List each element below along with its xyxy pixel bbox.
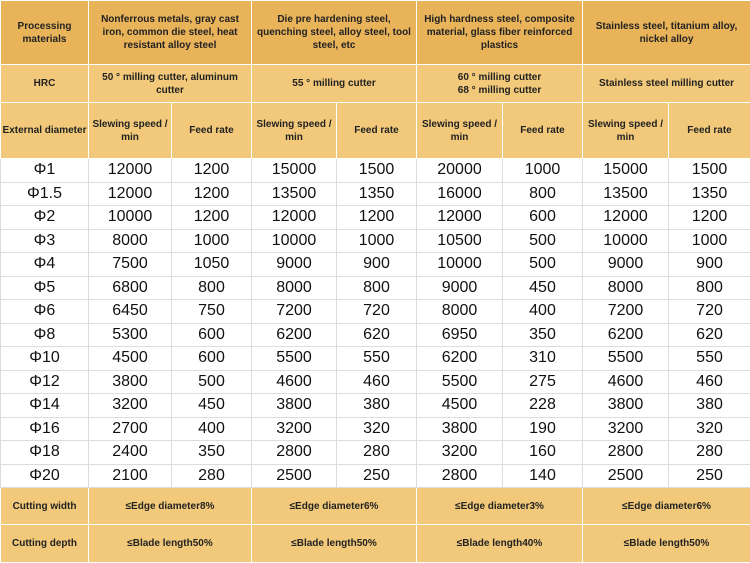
speed-cell: 3200 <box>252 417 337 441</box>
diameter-cell: Φ10 <box>1 347 89 371</box>
speed-cell: 20000 <box>417 159 503 183</box>
cutting-depth-3: ≤Blade length40% <box>417 525 583 563</box>
speed-cell: 4500 <box>89 347 172 371</box>
speed-cell: 5500 <box>583 347 669 371</box>
feed-cell: 250 <box>669 464 750 488</box>
speed-cell: 7200 <box>252 300 337 324</box>
feed-cell: 500 <box>172 370 252 394</box>
speed-cell: 13500 <box>583 182 669 206</box>
feed-cell: 900 <box>337 253 417 277</box>
feed-cell: 800 <box>669 276 750 300</box>
diameter-header: External diameter <box>1 103 89 159</box>
feed-cell: 750 <box>172 300 252 324</box>
cutting-depth-1: ≤Blade length50% <box>89 525 252 563</box>
hrc-group-2: 55 ° milling cutter <box>252 65 417 103</box>
feed-cell: 320 <box>669 417 750 441</box>
speed-cell: 12000 <box>252 206 337 230</box>
speed-cell: 9000 <box>417 276 503 300</box>
speed-cell: 6200 <box>252 323 337 347</box>
feed-cell: 600 <box>172 323 252 347</box>
speed-cell: 10000 <box>89 206 172 230</box>
feed-cell: 1500 <box>337 159 417 183</box>
table-row <box>1 394 750 418</box>
diameter-cell: Φ2 <box>1 206 89 230</box>
speed-cell: 3800 <box>89 370 172 394</box>
cutting-width-label: Cutting width <box>1 488 89 525</box>
feed-cell: 900 <box>669 253 750 277</box>
feed-header: Feed rate <box>337 103 417 159</box>
diameter-cell: Φ12 <box>1 370 89 394</box>
speed-cell: 12000 <box>583 206 669 230</box>
feed-cell: 380 <box>669 394 750 418</box>
cutting-width-4: ≤Edge diameter6% <box>583 488 750 525</box>
feed-cell: 280 <box>669 441 750 465</box>
feed-cell: 450 <box>172 394 252 418</box>
speed-cell: 3800 <box>417 417 503 441</box>
speed-cell: 8000 <box>583 276 669 300</box>
feed-cell: 320 <box>337 417 417 441</box>
table-row <box>1 323 750 347</box>
feed-cell: 720 <box>337 300 417 324</box>
feed-cell: 1350 <box>337 182 417 206</box>
feed-cell: 350 <box>172 441 252 465</box>
speed-cell: 7200 <box>583 300 669 324</box>
speed-cell: 4600 <box>583 370 669 394</box>
speed-cell: 12000 <box>89 182 172 206</box>
feed-cell: 460 <box>337 370 417 394</box>
speed-cell: 7500 <box>89 253 172 277</box>
hrc-group-1: 50 ° milling cutter, aluminum cutter <box>89 65 252 103</box>
feed-cell: 1500 <box>669 159 750 183</box>
feed-cell: 400 <box>172 417 252 441</box>
feed-cell: 600 <box>503 206 583 230</box>
speed-cell: 9000 <box>252 253 337 277</box>
feed-cell: 550 <box>669 347 750 371</box>
feed-cell: 800 <box>337 276 417 300</box>
diameter-cell: Φ8 <box>1 323 89 347</box>
material-group-4: Stainless steel, titanium alloy, nickel alloy <box>583 1 750 65</box>
diameter-cell: Φ14 <box>1 394 89 418</box>
speed-header: Slewing speed / min <box>252 103 337 159</box>
feed-cell: 228 <box>503 394 583 418</box>
feed-cell: 310 <box>503 347 583 371</box>
feed-cell: 400 <box>503 300 583 324</box>
diameter-cell: Φ4 <box>1 253 89 277</box>
feed-header: Feed rate <box>669 103 750 159</box>
table-row <box>1 347 750 371</box>
table-row <box>1 253 750 277</box>
feed-cell: 550 <box>337 347 417 371</box>
speed-cell: 12000 <box>417 206 503 230</box>
table-row <box>1 441 750 465</box>
speed-cell: 3800 <box>252 394 337 418</box>
cutting-depth-4: ≤Blade length50% <box>583 525 750 563</box>
feed-cell: 190 <box>503 417 583 441</box>
feed-cell: 800 <box>172 276 252 300</box>
column-header-row <box>1 103 750 159</box>
material-group-2: Die pre hardening steel, quenching steel, alloy steel, tool steel, etc <box>252 1 417 65</box>
speed-cell: 10500 <box>417 229 503 253</box>
cutting-depth-row <box>1 525 750 563</box>
diameter-cell: Φ1.5 <box>1 182 89 206</box>
speed-cell: 2800 <box>417 464 503 488</box>
speed-cell: 9000 <box>583 253 669 277</box>
feed-cell: 1200 <box>172 159 252 183</box>
feed-cell: 280 <box>337 441 417 465</box>
table-row <box>1 276 750 300</box>
hrc-row <box>1 65 750 103</box>
speed-cell: 3200 <box>417 441 503 465</box>
speed-cell: 5300 <box>89 323 172 347</box>
speed-cell: 6450 <box>89 300 172 324</box>
speed-cell: 5500 <box>417 370 503 394</box>
cutting-depth-2: ≤Blade length50% <box>252 525 417 563</box>
feed-cell: 500 <box>503 253 583 277</box>
feed-cell: 280 <box>172 464 252 488</box>
feed-cell: 140 <box>503 464 583 488</box>
speed-cell: 6200 <box>583 323 669 347</box>
speed-cell: 4500 <box>417 394 503 418</box>
feed-cell: 500 <box>503 229 583 253</box>
feed-cell: 1000 <box>172 229 252 253</box>
diameter-cell: Φ16 <box>1 417 89 441</box>
speed-cell: 10000 <box>417 253 503 277</box>
diameter-cell: Φ3 <box>1 229 89 253</box>
speed-cell: 3200 <box>89 394 172 418</box>
speed-cell: 12000 <box>89 159 172 183</box>
feed-header: Feed rate <box>503 103 583 159</box>
feed-cell: 460 <box>669 370 750 394</box>
speed-cell: 2800 <box>252 441 337 465</box>
speed-cell: 5500 <box>252 347 337 371</box>
speed-cell: 15000 <box>252 159 337 183</box>
feed-cell: 600 <box>172 347 252 371</box>
table-row <box>1 417 750 441</box>
feed-cell: 1200 <box>337 206 417 230</box>
feed-cell: 250 <box>337 464 417 488</box>
diameter-cell: Φ5 <box>1 276 89 300</box>
speed-cell: 3800 <box>583 394 669 418</box>
feed-cell: 275 <box>503 370 583 394</box>
speed-cell: 8000 <box>417 300 503 324</box>
speed-cell: 10000 <box>252 229 337 253</box>
table-row <box>1 464 750 488</box>
speed-cell: 2800 <box>583 441 669 465</box>
hrc-group-4: Stainless steel milling cutter <box>583 65 750 103</box>
cutting-width-3: ≤Edge diameter3% <box>417 488 583 525</box>
cutting-width-row <box>1 488 750 525</box>
speed-cell: 6800 <box>89 276 172 300</box>
speed-cell: 2500 <box>252 464 337 488</box>
feed-header: Feed rate <box>172 103 252 159</box>
feed-cell: 1200 <box>669 206 750 230</box>
feed-cell: 1200 <box>172 206 252 230</box>
table-row <box>1 159 750 183</box>
speed-cell: 10000 <box>583 229 669 253</box>
speed-cell: 6200 <box>417 347 503 371</box>
feed-cell: 450 <box>503 276 583 300</box>
feed-cell: 1350 <box>669 182 750 206</box>
speed-cell: 6950 <box>417 323 503 347</box>
feed-cell: 620 <box>337 323 417 347</box>
feed-cell: 160 <box>503 441 583 465</box>
feed-cell: 1000 <box>503 159 583 183</box>
speed-cell: 2400 <box>89 441 172 465</box>
material-group-1: Nonferrous metals, gray cast iron, common die steel, heat resistant alloy steel <box>89 1 252 65</box>
speed-cell: 8000 <box>89 229 172 253</box>
feed-cell: 620 <box>669 323 750 347</box>
speed-cell: 16000 <box>417 182 503 206</box>
feed-cell: 1200 <box>172 182 252 206</box>
table-row <box>1 300 750 324</box>
speed-header: Slewing speed / min <box>89 103 172 159</box>
speed-cell: 2100 <box>89 464 172 488</box>
speed-cell: 2700 <box>89 417 172 441</box>
materials-row <box>1 1 750 65</box>
speed-cell: 8000 <box>252 276 337 300</box>
feed-cell: 1000 <box>669 229 750 253</box>
speed-cell: 15000 <box>583 159 669 183</box>
diameter-cell: Φ18 <box>1 441 89 465</box>
speed-cell: 4600 <box>252 370 337 394</box>
materials-label: Processing materials <box>1 1 89 65</box>
cutting-depth-label: Cutting depth <box>1 525 89 563</box>
diameter-cell: Φ6 <box>1 300 89 324</box>
feed-cell: 800 <box>503 182 583 206</box>
diameter-cell: Φ20 <box>1 464 89 488</box>
speed-cell: 2500 <box>583 464 669 488</box>
diameter-cell: Φ1 <box>1 159 89 183</box>
material-group-3: High hardness steel, composite material, glass fiber reinforced plastics <box>417 1 583 65</box>
table-row <box>1 182 750 206</box>
table-row <box>1 206 750 230</box>
feed-cell: 720 <box>669 300 750 324</box>
hrc-group-3: 60 ° milling cutter 68 ° milling cutter <box>417 65 583 103</box>
feed-cell: 1000 <box>337 229 417 253</box>
feed-cell: 380 <box>337 394 417 418</box>
cutting-width-1: ≤Edge diameter8% <box>89 488 252 525</box>
cutting-width-2: ≤Edge diameter6% <box>252 488 417 525</box>
speed-cell: 13500 <box>252 182 337 206</box>
speed-header: Slewing speed / min <box>417 103 503 159</box>
feed-cell: 350 <box>503 323 583 347</box>
feed-cell: 1050 <box>172 253 252 277</box>
table-row <box>1 229 750 253</box>
table-row <box>1 370 750 394</box>
speed-cell: 3200 <box>583 417 669 441</box>
hrc-label: HRC <box>1 65 89 103</box>
speed-header: Slewing speed / min <box>583 103 669 159</box>
